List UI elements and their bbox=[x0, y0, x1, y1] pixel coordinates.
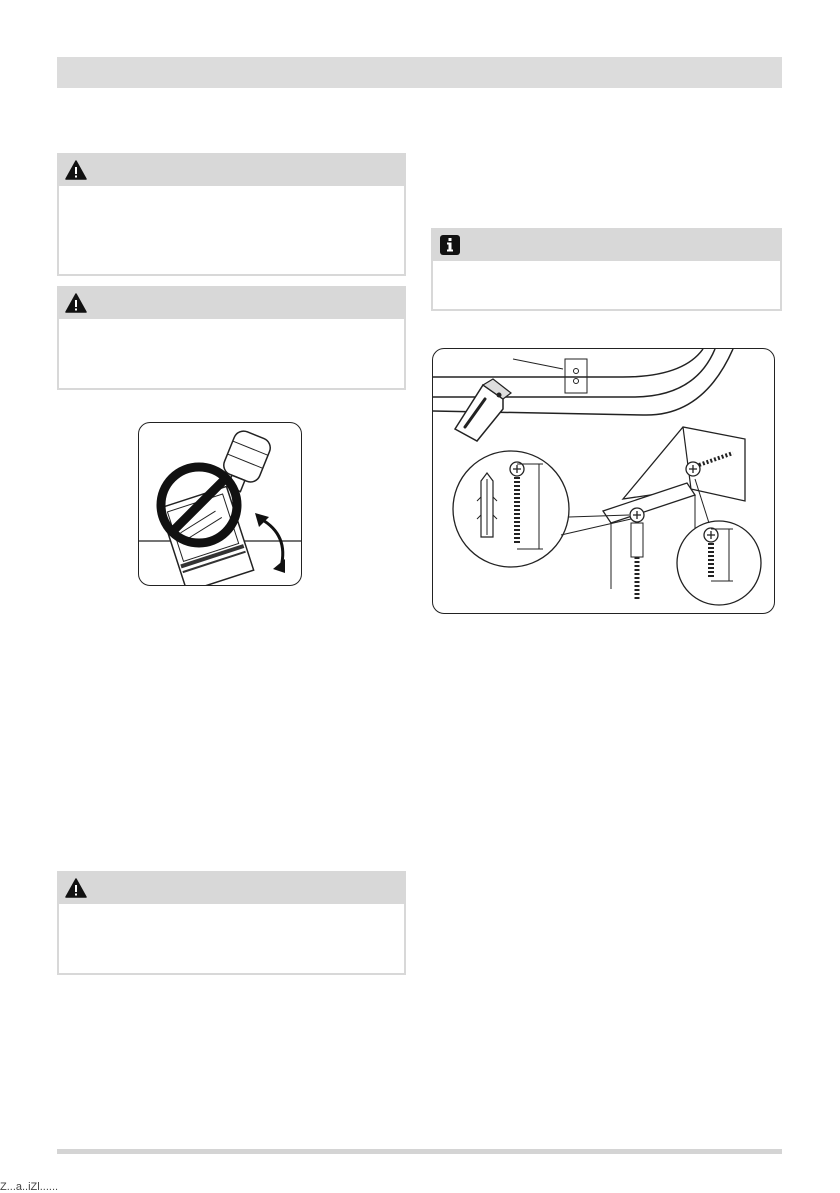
footer-rule bbox=[57, 1149, 782, 1154]
section-header-bar bbox=[57, 57, 782, 88]
figure-wall-bracket bbox=[432, 348, 775, 614]
warning-box-3 bbox=[57, 871, 406, 975]
warning-triangle-icon bbox=[65, 877, 87, 899]
information-box bbox=[431, 228, 782, 311]
warning-box-2 bbox=[57, 286, 406, 390]
warning-triangle-icon bbox=[65, 292, 87, 314]
warning-box-header bbox=[59, 288, 404, 319]
figure-tilt-prohibited bbox=[138, 422, 302, 586]
no-tilt-prohibition-icon bbox=[139, 423, 302, 586]
warning-box-header bbox=[59, 155, 404, 186]
footer-text: Z...a..iZl...... bbox=[0, 1181, 59, 1193]
warning-box-1 bbox=[57, 153, 406, 276]
warning-triangle-icon bbox=[65, 159, 87, 181]
info-icon bbox=[439, 234, 461, 256]
warning-box-header bbox=[59, 873, 404, 904]
information-box-header bbox=[433, 230, 780, 261]
anti-tip-bracket-screws-icon bbox=[433, 349, 775, 614]
